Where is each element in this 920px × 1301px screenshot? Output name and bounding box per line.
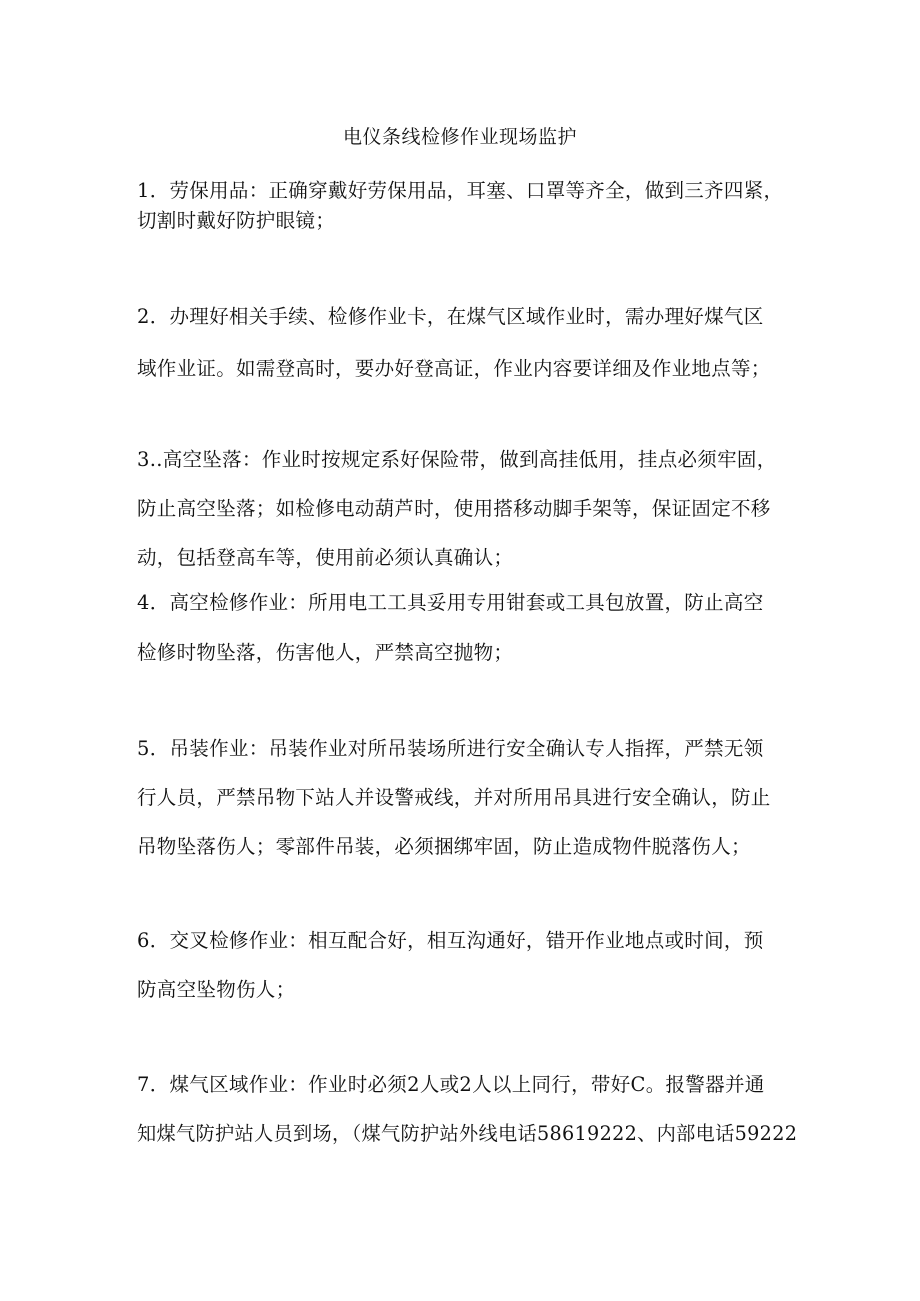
paragraph-permits — [137, 291, 797, 395]
paragraph-hoisting — [137, 724, 797, 871]
paragraph-line: 5．吊装作业：吊装作业对所吊装场所进行安全确认专人指挥，严禁无领 — [137, 737, 764, 760]
paragraph-ppe — [137, 176, 797, 236]
paragraph-line: 防止高空坠落；如检修电动葫芦时，使用搭移动脚手架等，保证固定不移 — [137, 497, 771, 520]
paragraph-line: 7．煤气区域作业：作业时必须2人或2人以上同行，带好C。报警器并通 — [137, 1073, 765, 1096]
document-title: 电仪条线检修作业现场监护 — [342, 126, 577, 148]
paragraph-high-altitude-work — [137, 578, 797, 678]
paragraph-line: 动，包括登高车等，使用前必须认真确认； — [137, 546, 514, 569]
paragraph-line: 4．高空检修作业：所用电工工具妥用专用钳套或工具包放置，防止高空 — [137, 591, 764, 614]
paragraph-line: 防高空坠物伤人； — [137, 978, 296, 1001]
paragraph-line: 吊物坠落伤人；零部件吊装，必须捆绑牢固，防止造成物件脱落伤人； — [137, 835, 751, 858]
paragraph-line: 切割时戴好防护眼镜； — [137, 209, 336, 232]
paragraph-line: 检修时物坠落，伤害他人，严禁高空抛物； — [137, 641, 514, 664]
paragraph-cross-work — [137, 916, 797, 1014]
paragraph-line: 3..高空坠落：作业时按规定系好保险带，做到高挂低用，挂点必须牢固， — [137, 448, 777, 471]
paragraph-gas-area — [137, 1060, 797, 1158]
paragraph-line: 6．交叉检修作业：相互配合好，相互沟通好，错开作业地点或时间，预 — [137, 929, 764, 952]
paragraph-line: 1．劳保用品：正确穿戴好劳保用品，耳塞、口罩等齐全，做到三齐四紧， — [137, 179, 784, 202]
paragraph-line: 域作业证。如需登高时，要办好登高证，作业内容要详细及作业地点等； — [137, 357, 771, 380]
paragraph-line: 知煤气防护站人员到场，（煤气防护站外线电话58619222、内部电话59222 — [137, 1122, 798, 1145]
paragraph-line: 行人员，严禁吊物下站人并设警戒线，并对所用吊具进行安全确认，防止 — [137, 786, 771, 809]
paragraph-line: 2．办理好相关手续、检修作业卡，在煤气区域作业时，需办理好煤气区 — [137, 305, 764, 328]
paragraph-fall-protection — [137, 435, 797, 582]
